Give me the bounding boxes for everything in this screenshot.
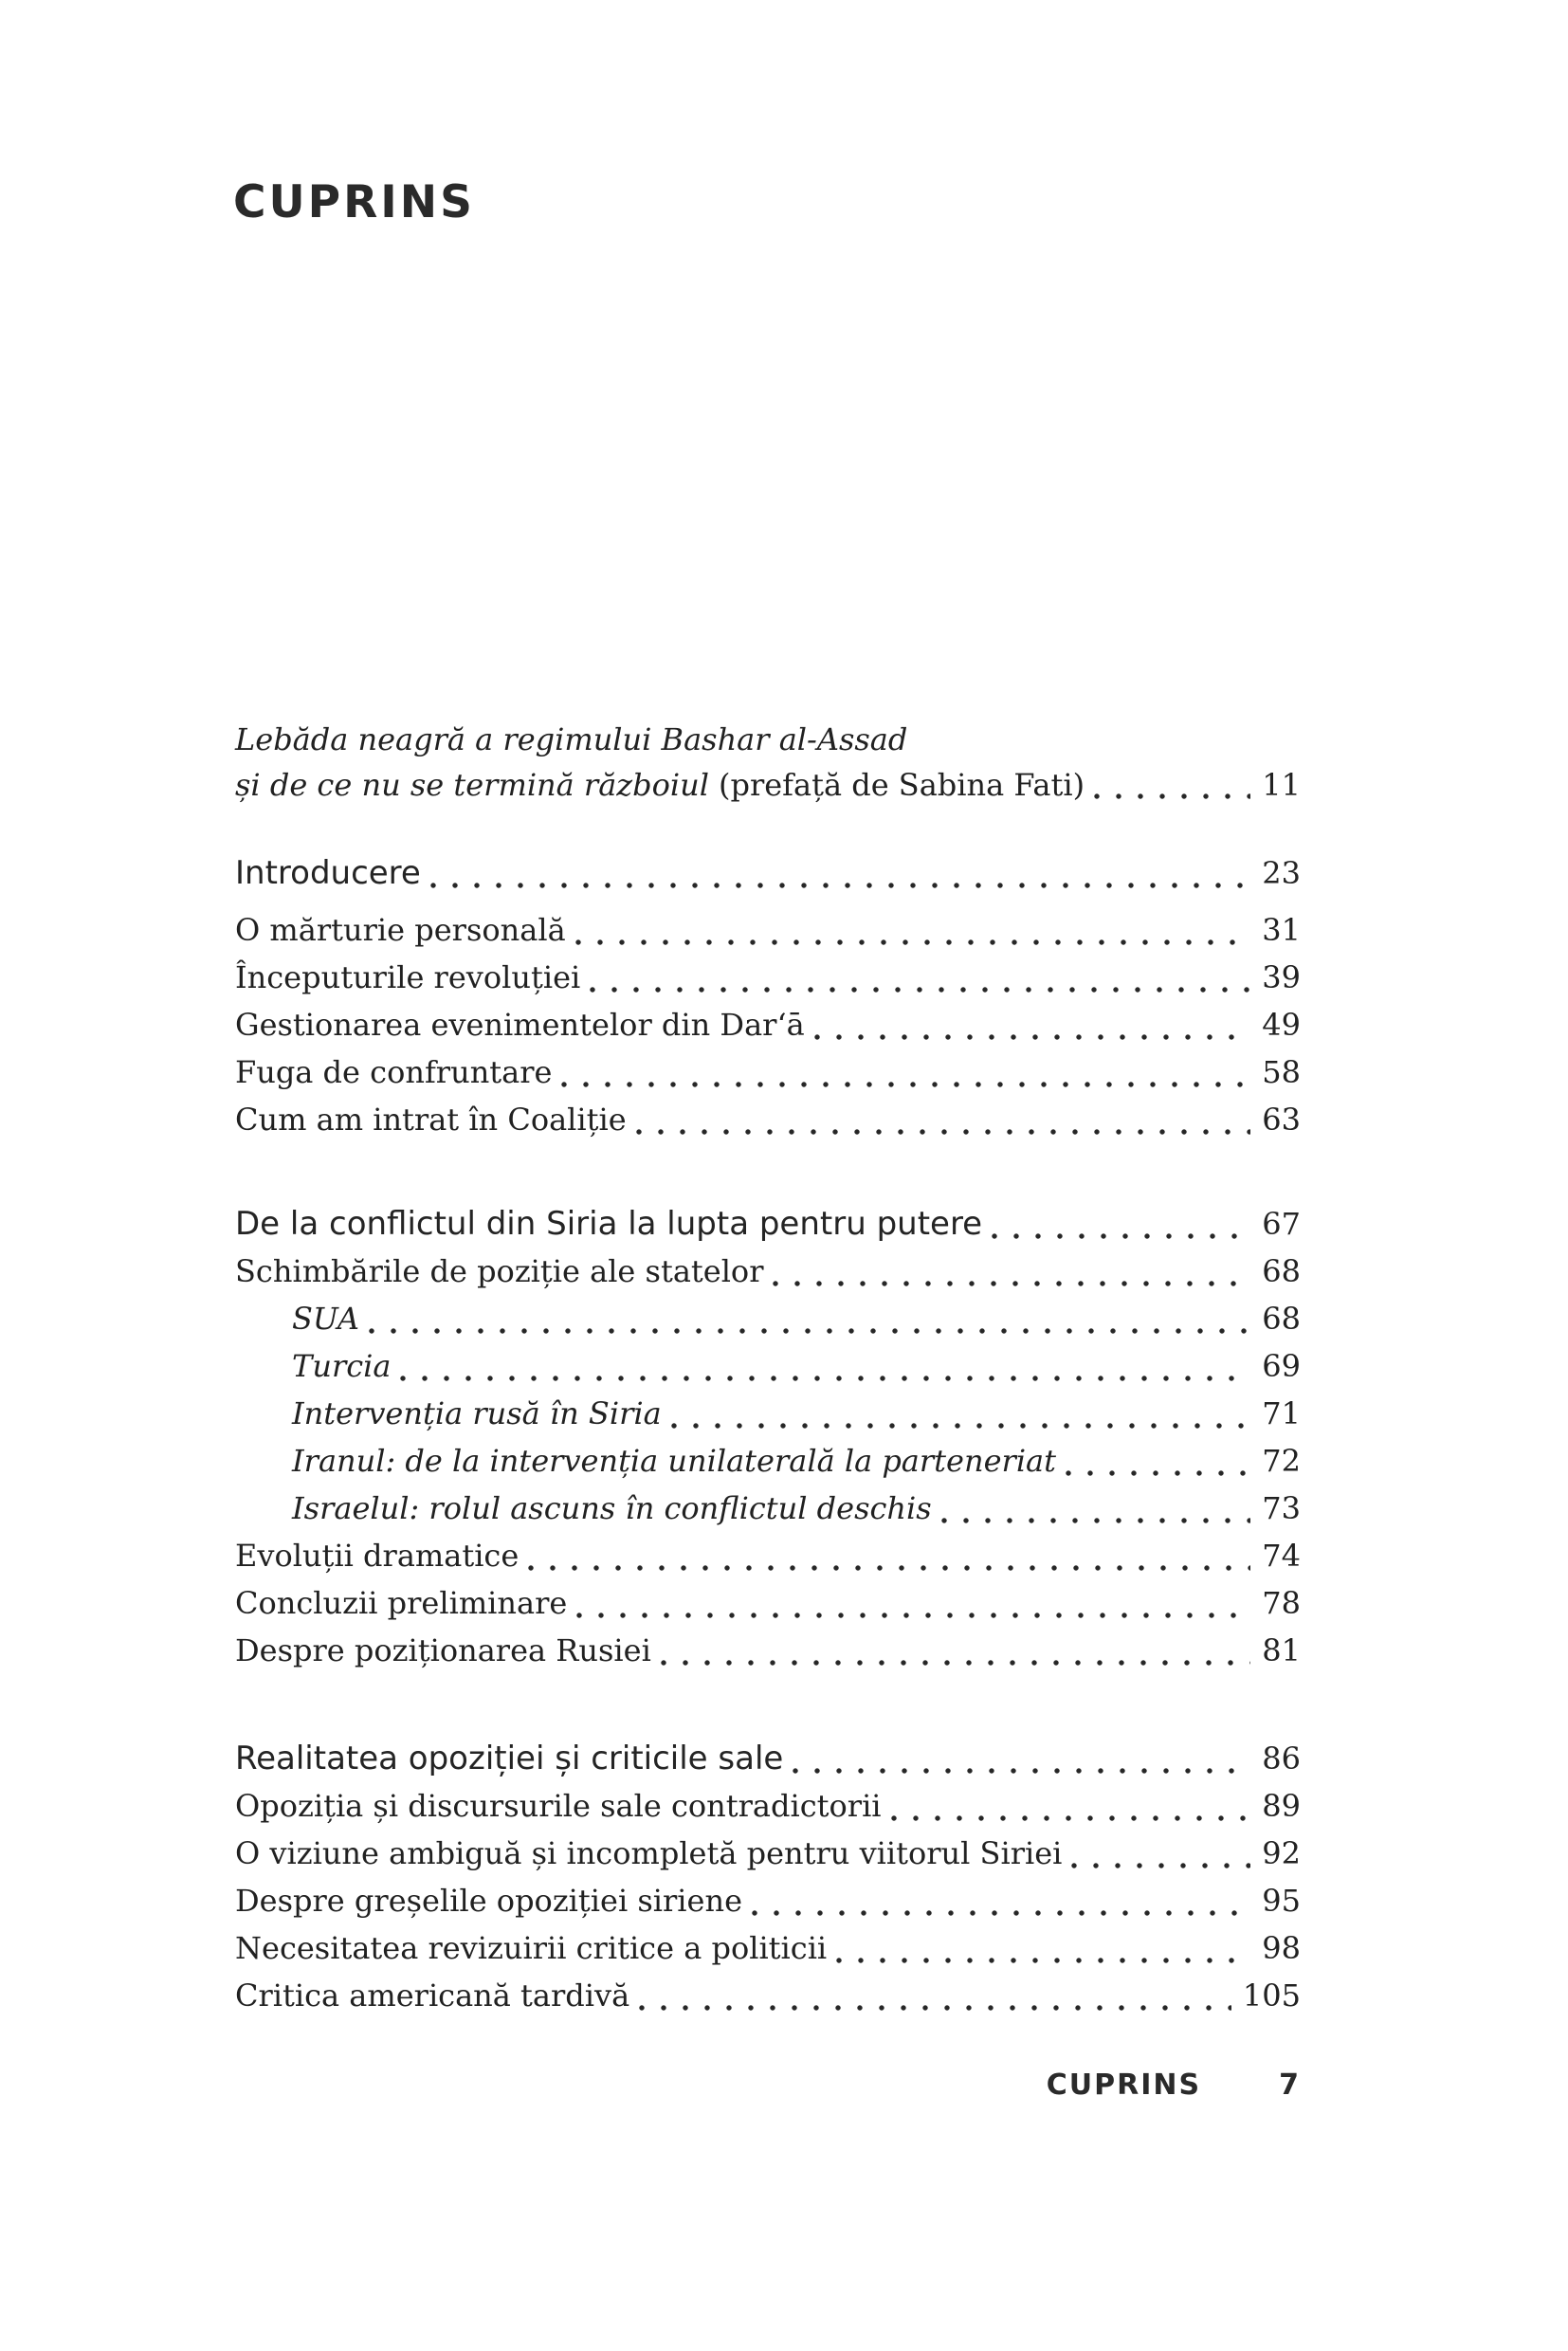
toc-entry <box>235 1877 1301 1924</box>
table-of-contents <box>235 717 1301 2019</box>
dot-leader <box>661 1660 1250 1666</box>
toc-entry <box>235 1001 1301 1048</box>
dot-leader <box>528 1565 1250 1571</box>
toc-subentry-label: SUA <box>292 1301 360 1337</box>
toc-entry-label: O viziune ambiguă și incompletă pentru viitorul Siriei <box>235 1835 1063 1871</box>
preface-line2 <box>235 762 1301 808</box>
dot-leader <box>1066 1470 1250 1476</box>
page-footer <box>1047 2069 1301 2102</box>
toc-entry-label: Schimbările de poziție ale statelor <box>235 1253 764 1289</box>
toc-heading <box>235 849 1301 897</box>
toc-entry-label: Necesitatea revizuirii critice a politicii <box>235 1930 828 1966</box>
toc-entry <box>235 1627 1301 1674</box>
toc-heading <box>235 1200 1301 1248</box>
dot-leader <box>793 1768 1250 1774</box>
toc-entry-label: Fuga de confruntare <box>235 1054 553 1090</box>
folio-page-number: 7 <box>1279 2069 1301 2102</box>
toc-entry <box>235 1972 1301 2019</box>
toc-entry <box>235 1048 1301 1096</box>
toc-subentry <box>235 1485 1301 1532</box>
toc-heading <box>235 1735 1301 1782</box>
page-number: 69 <box>1262 1348 1301 1384</box>
toc-subentry-label: Israelul: rolul ascuns în conflictul deschis <box>292 1490 932 1526</box>
toc-subentry <box>235 1437 1301 1485</box>
dot-leader <box>590 987 1250 993</box>
toc-entry <box>235 1096 1301 1143</box>
toc-entry <box>235 906 1301 954</box>
dot-leader <box>891 1815 1251 1821</box>
page-number: 81 <box>1262 1632 1301 1668</box>
dot-leader <box>671 1423 1251 1429</box>
toc-preface <box>235 717 1301 808</box>
dot-leader <box>836 1958 1250 1963</box>
toc-subentry <box>235 1390 1301 1437</box>
page-number: 11 <box>1262 767 1301 803</box>
toc-subentry <box>235 1342 1301 1390</box>
page-number: 92 <box>1262 1835 1301 1871</box>
toc-heading-label: Realitatea opoziției și criticile sale <box>235 1740 784 1777</box>
preface-line1-text: Lebăda neagră a regimului Bashar al-Assad <box>235 721 908 757</box>
page-number: 72 <box>1262 1443 1301 1479</box>
page-number: 89 <box>1262 1788 1301 1824</box>
dot-leader <box>639 2005 1231 2011</box>
toc-entry-label: Despre greșelile opoziției siriene <box>235 1883 743 1919</box>
preface-line2-roman: (prefață de Sabina Fati) <box>718 767 1085 803</box>
toc-entry-label: Critica americană tardivă <box>235 1977 630 2014</box>
toc-heading-label: De la conflictul din Siria la lupta pentru putere <box>235 1205 983 1243</box>
toc-heading-label: Introducere <box>235 854 421 892</box>
page-number: 68 <box>1262 1253 1301 1289</box>
dot-leader <box>575 939 1251 945</box>
page-number: 39 <box>1262 959 1301 995</box>
toc-entry <box>235 1782 1301 1830</box>
dot-leader <box>636 1129 1251 1135</box>
page-number: 105 <box>1242 1977 1301 2014</box>
page-number: 78 <box>1262 1585 1301 1621</box>
dot-leader <box>400 1376 1250 1381</box>
page-title: CUPRINS <box>233 176 475 228</box>
page-number: 31 <box>1262 912 1301 948</box>
page-number: 73 <box>1262 1490 1301 1526</box>
page-number: 86 <box>1262 1740 1301 1777</box>
page-number: 71 <box>1262 1395 1301 1431</box>
running-head: CUPRINS <box>1046 2069 1202 2102</box>
toc-entry-label: Începuturile revoluției <box>235 959 581 995</box>
dot-leader <box>752 1910 1250 1916</box>
toc-entry <box>235 1579 1301 1627</box>
page-number: 67 <box>1262 1206 1301 1242</box>
dot-leader <box>941 1518 1251 1523</box>
toc-entry-label: Concluzii preliminare <box>235 1585 568 1621</box>
toc-entry <box>235 954 1301 1001</box>
toc-entry <box>235 1248 1301 1295</box>
dot-leader <box>1071 1863 1250 1868</box>
dot-leader <box>369 1328 1250 1334</box>
toc-entry <box>235 1532 1301 1579</box>
toc-subentry <box>235 1295 1301 1342</box>
toc-subentry-label: Iranul: de la intervenția unilaterală la parteneriat <box>292 1443 1056 1479</box>
toc-entry-label: Opoziția și discursurile sale contradictorii <box>235 1788 882 1824</box>
toc-subentry-label: Turcia <box>292 1348 392 1384</box>
page-number: 23 <box>1262 855 1301 891</box>
toc-entry <box>235 1830 1301 1877</box>
page-number: 98 <box>1262 1930 1301 1966</box>
page-number: 49 <box>1262 1007 1301 1043</box>
page-number: 68 <box>1262 1301 1301 1337</box>
toc-subentry-label: Intervenția rusă în Siria <box>292 1395 662 1431</box>
dot-leader <box>561 1082 1250 1087</box>
toc-entry-label: O mărturie personală <box>235 912 566 948</box>
page-number: 58 <box>1262 1054 1301 1090</box>
preface-line2-italic: și de ce nu se termină războiul <box>235 767 709 803</box>
dot-leader <box>1094 793 1250 799</box>
toc-entry-label: Despre poziționarea Rusiei <box>235 1632 651 1668</box>
page-number: 74 <box>1262 1538 1301 1574</box>
dot-leader <box>773 1281 1250 1286</box>
dot-leader <box>430 883 1250 888</box>
toc-entry-label: Gestionarea evenimentelor din Darʻā <box>235 1007 805 1043</box>
preface-line1 <box>235 717 1301 762</box>
page-number: 95 <box>1262 1883 1301 1919</box>
dot-leader <box>814 1034 1251 1040</box>
toc-entry-label: Evoluții dramatice <box>235 1538 520 1574</box>
page-number: 63 <box>1262 1102 1301 1138</box>
dot-leader <box>576 1613 1250 1618</box>
dot-leader <box>992 1233 1250 1239</box>
toc-entry-label: Cum am intrat în Coaliție <box>235 1102 627 1138</box>
toc-entry <box>235 1924 1301 1972</box>
